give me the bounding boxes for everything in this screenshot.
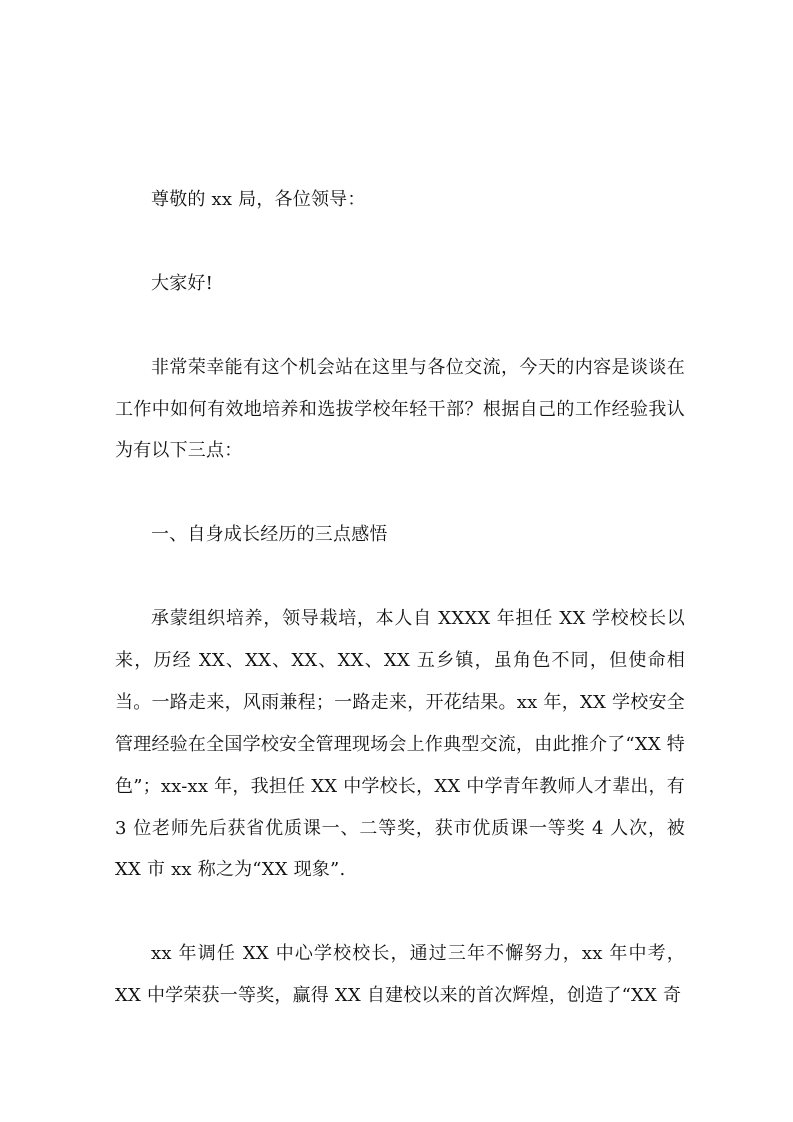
document-page bbox=[115, 179, 685, 1017]
greeting: 大家好! bbox=[151, 272, 214, 294]
paragraph-spacer bbox=[115, 556, 685, 598]
paragraph-spacer bbox=[115, 891, 685, 933]
body-paragraph: xx 年调任 XX 中心学校校长，通过三年不懈努力，xx 年中考，XX 中学荣获一等奖，赢得 XX 自建校以来的首次辉煌，创造了“XX 奇 bbox=[115, 943, 685, 1007]
body-paragraph: 承蒙组织培养，领导栽培，本人自 XXXX 年担任 XX 学校校长以来，历经 XX、XX、XX、XX、XX 五乡镇，虽角色不同，但使命相当。一路走来，风雨兼程；一路走来，开花结果。xx 年，XX 学校安全管理经验在全国学校安全管理现场会上作典型交流，由此推介了“XX 特色”；xx-xx 年，我担任 XX 中学校长，XX 中学青年教师人才辈出，有 3 位老师先后获省优质课一、二等奖，获市优质课一等奖 4 人次，被 XX 市 xx 称之为“XX 现象”. bbox=[115, 608, 685, 881]
salutation: 尊敬的 xx 局，各位领导： bbox=[151, 189, 366, 210]
paragraph-spacer bbox=[115, 472, 685, 514]
section-heading: 一、自身成长经历的三点感悟 bbox=[151, 524, 388, 546]
intro-paragraph: 非常荣幸能有这个机会站在这里与各位交流，今天的内容是谈谈在工作中如何有效地培养和选拔学校年轻干部？根据自己的工作经验我认为有以下三点： bbox=[115, 356, 685, 462]
paragraph-spacer bbox=[115, 305, 685, 347]
paragraph-spacer bbox=[115, 221, 685, 263]
